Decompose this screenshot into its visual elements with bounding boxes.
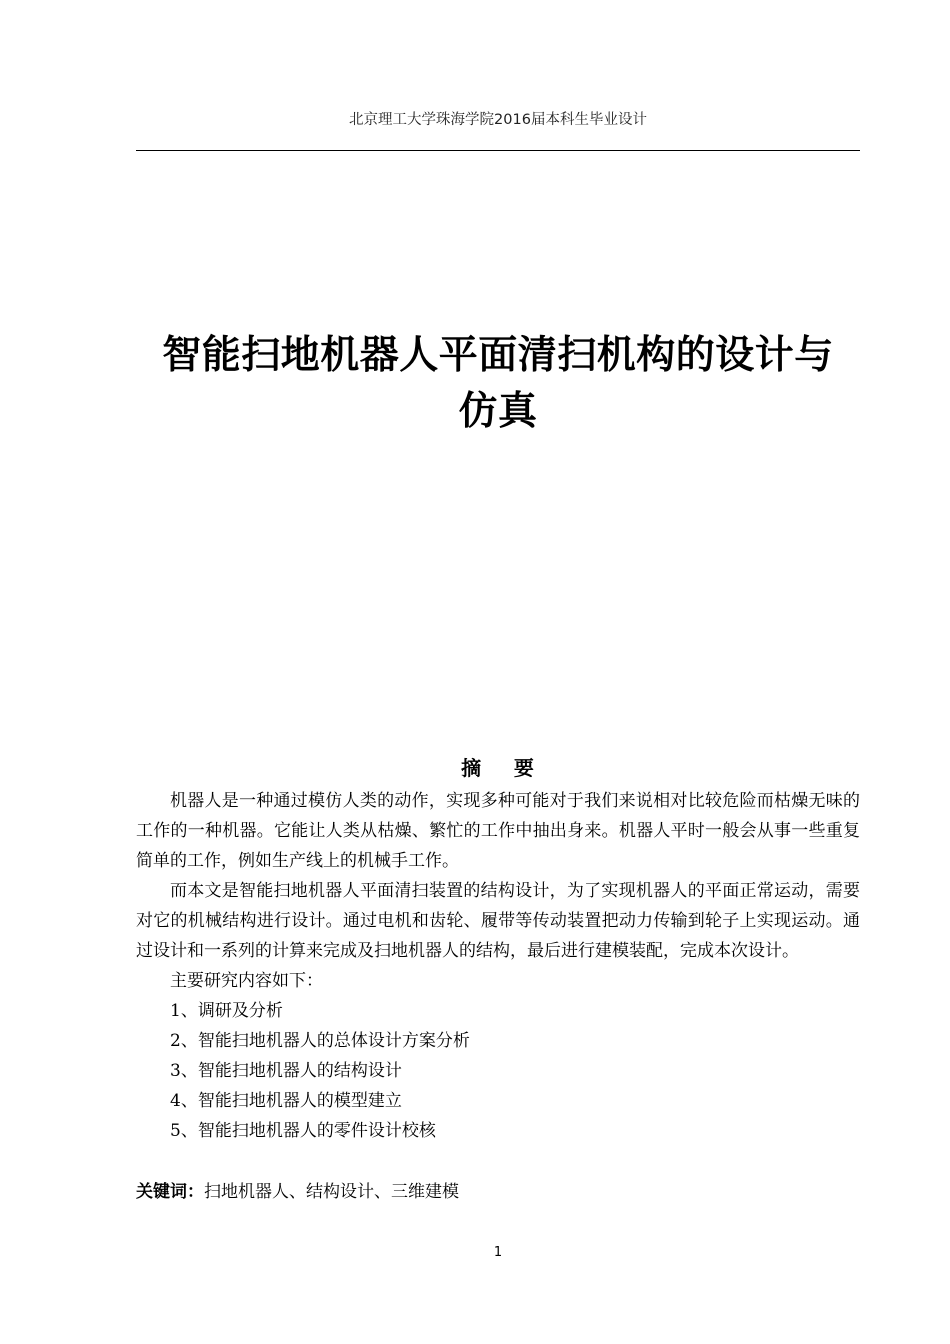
keywords-line bbox=[136, 1177, 860, 1207]
research-item-3: 3、智能扫地机器人的结构设计 bbox=[170, 1061, 402, 1081]
document-title bbox=[136, 328, 860, 440]
abstract-paragraph-3: 主要研究内容如下： bbox=[170, 971, 323, 991]
abstract-body bbox=[136, 786, 860, 1146]
page-header: 北京理工大学珠海学院2016届本科生毕业设计 bbox=[349, 112, 647, 128]
abstract-heading: 摘 要 bbox=[461, 756, 535, 780]
header-divider bbox=[136, 150, 860, 151]
keywords-label: 关键词： bbox=[136, 1182, 204, 1202]
page-number: 1 bbox=[493, 1245, 503, 1260]
keywords-value: 扫地机器人、结构设计、三维建模 bbox=[204, 1182, 459, 1202]
title-line-2: 仿真 bbox=[458, 389, 538, 434]
research-item-5: 5、智能扫地机器人的零件设计校核 bbox=[170, 1121, 436, 1141]
research-item-2: 2、智能扫地机器人的总体设计方案分析 bbox=[170, 1031, 470, 1051]
research-item-1: 1、调研及分析 bbox=[170, 1001, 283, 1021]
abstract-paragraph-1: 机器人是一种通过模仿人类的动作，实现多种可能对于我们来说相对比较危险而枯燥无味的工作的一种机器。它能让人类从枯燥、繁忙的工作中抽出身来。机器人平时一般会从事一些重复简单的工作，例如生产线上的机械手工作。 bbox=[136, 791, 860, 871]
abstract-paragraph-2: 而本文是智能扫地机器人平面清扫装置的结构设计，为了实现机器人的平面正常运动，需要对它的机械结构进行设计。通过电机和齿轮、履带等传动装置把动力传输到轮子上实现运动。通过设计和一系列的计算来完成及扫地机器人的结构，最后进行建模装配，完成本次设计。 bbox=[136, 881, 860, 961]
title-line-1: 智能扫地机器人平面清扫机构的设计与 bbox=[162, 333, 834, 378]
research-item-4: 4、智能扫地机器人的模型建立 bbox=[170, 1091, 402, 1111]
